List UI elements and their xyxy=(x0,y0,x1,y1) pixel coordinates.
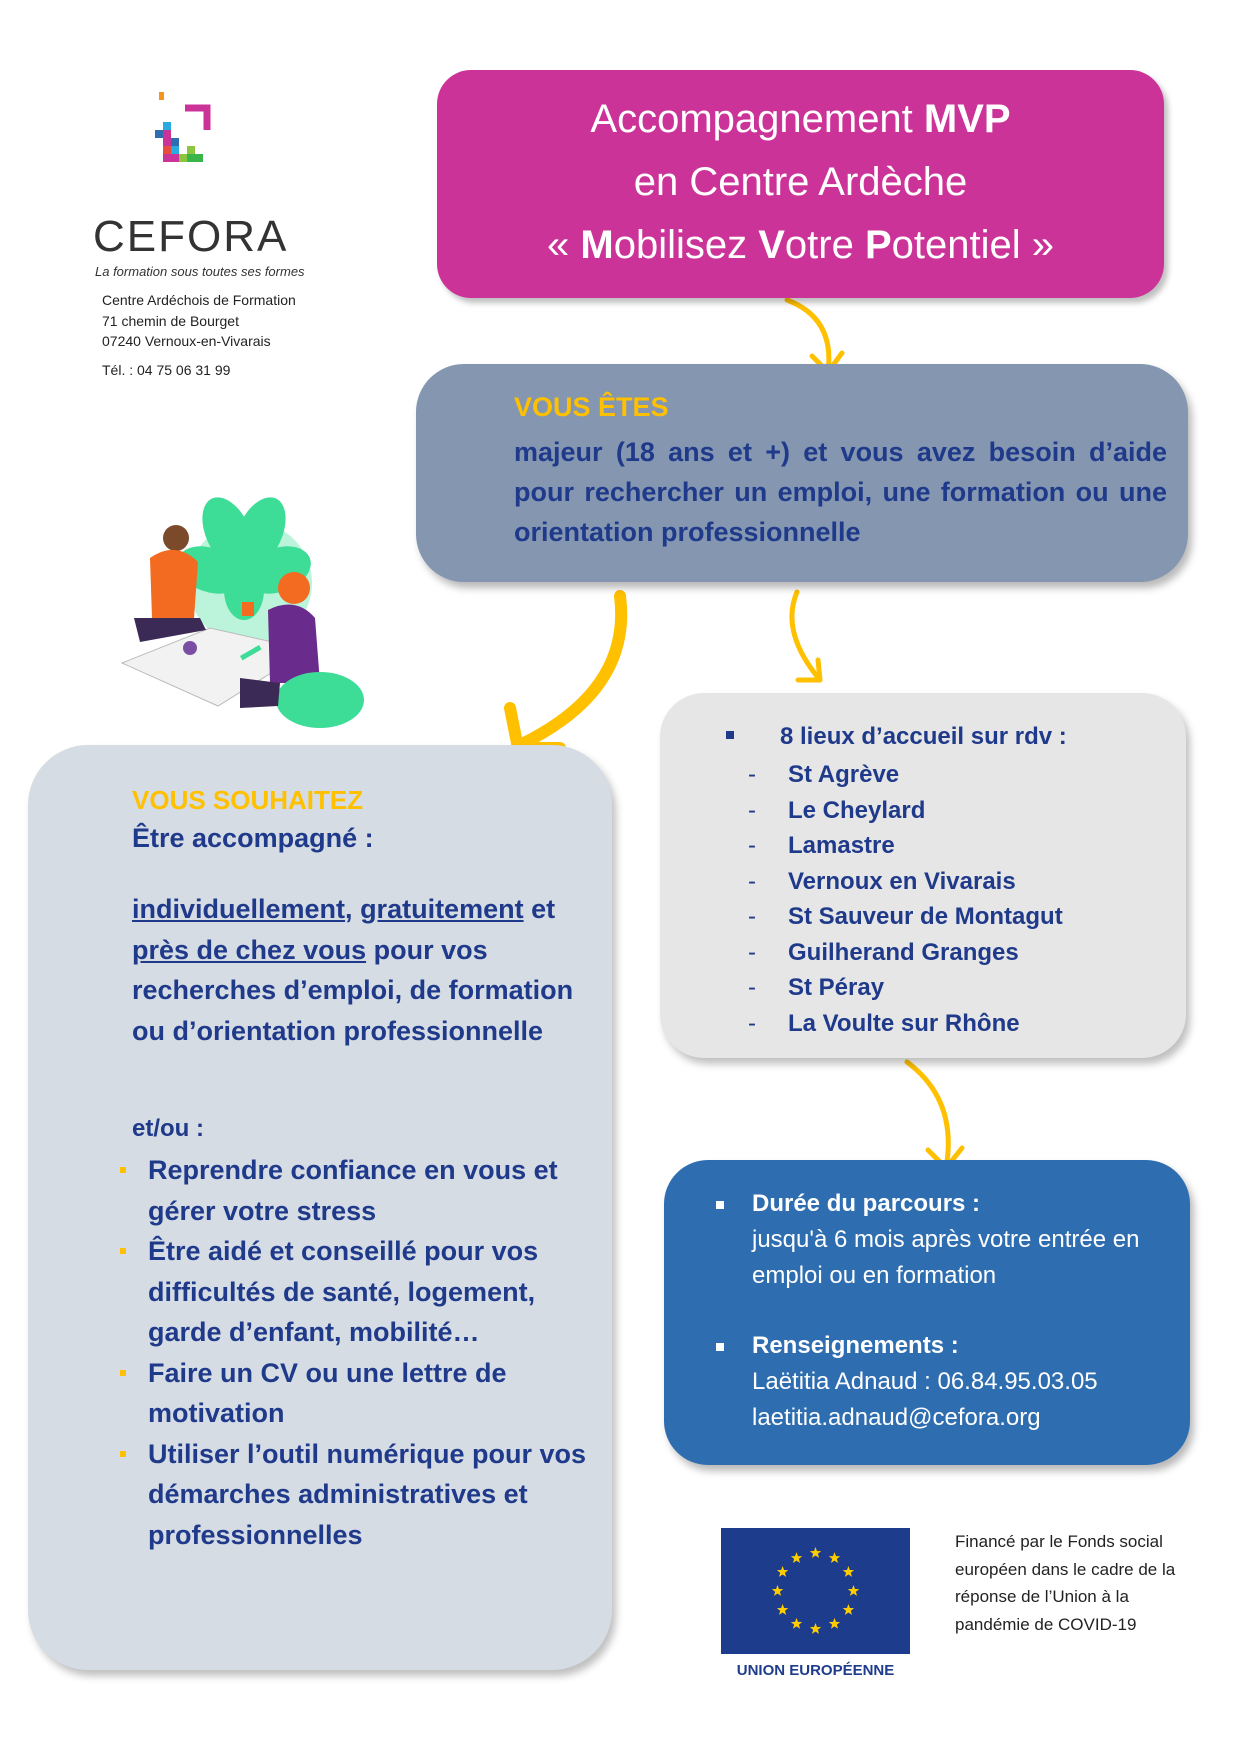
emphasis-pres-de-chez-vous: près de chez vous xyxy=(132,934,367,965)
vous-souhaitez-heading: VOUS SOUHAITEZ xyxy=(132,785,364,815)
vous-etes-box xyxy=(416,364,1188,582)
paragraph-separator: , xyxy=(345,894,361,924)
bullet-icon xyxy=(120,1370,126,1376)
dash-icon: - xyxy=(748,938,756,966)
paragraph-rest: pour vos recherches d’emploi, de formation ou d’orientation professionnelle xyxy=(132,934,574,1046)
dash-icon: - xyxy=(748,796,756,824)
souhaitez-list xyxy=(118,1150,598,1555)
lieux-heading: 8 lieux d’accueil sur rdv : xyxy=(780,723,1067,750)
title-line-3 xyxy=(437,214,1164,277)
arrow-title-to-etes xyxy=(787,300,829,372)
lieu-name: La Voulte sur Rhône xyxy=(788,1009,1020,1037)
title-line-2: en Centre Ardèche xyxy=(633,160,968,204)
lieu-name: Vernoux en Vivarais xyxy=(788,867,1016,895)
dash-icon: - xyxy=(748,903,756,930)
arrow-etes-to-souhaitez xyxy=(522,596,621,744)
duree-label: Durée du parcours : xyxy=(752,1190,981,1217)
vous-etes-heading: VOUS ÊTES xyxy=(514,392,669,422)
lieux-list xyxy=(748,757,1063,1041)
lieu-item xyxy=(748,757,1063,793)
bullet-icon xyxy=(120,1248,126,1254)
lieu-name: Le Cheylard xyxy=(788,796,926,824)
list-item xyxy=(118,1231,598,1353)
title-quote-open: « xyxy=(547,223,581,267)
paragraph-and: et xyxy=(523,894,556,924)
list-item-text: Utiliser l’outil numérique pour vos démarches administratives et professionnelles xyxy=(148,1438,587,1550)
list-item xyxy=(118,1434,598,1556)
lieu-item xyxy=(748,793,1063,829)
bullet-icon xyxy=(120,1167,126,1173)
dash-icon: - xyxy=(748,974,756,1001)
list-item xyxy=(118,1353,598,1434)
bullet-icon xyxy=(120,1451,126,1457)
lieu-name: St Agrève xyxy=(788,761,900,788)
lieu-item xyxy=(748,864,1063,900)
list-item xyxy=(118,1150,598,1231)
emphasis-gratuitement: gratuitement xyxy=(360,894,524,924)
square-bullet-icon xyxy=(716,1201,724,1209)
duree-text: jusqu'à 6 mois après votre entrée en emploi ou en formation xyxy=(752,1226,1140,1289)
lieu-name: St Péray xyxy=(788,974,885,1001)
title-mvp: MVP xyxy=(923,97,1011,141)
logo-tagline: La formation sous toutes ses formes xyxy=(95,264,305,279)
title-letter-m: M xyxy=(580,223,614,267)
logo-wordmark: CEFORA xyxy=(93,212,289,261)
info-box xyxy=(664,1160,1190,1465)
title-letter-p: P xyxy=(864,223,892,267)
lieu-name: Guilherand Granges xyxy=(788,938,1019,966)
lieux-accueil-box xyxy=(660,693,1186,1058)
meeting-illustration xyxy=(110,478,372,740)
lieu-item xyxy=(748,899,1063,935)
lieu-item xyxy=(748,970,1063,1006)
square-bullet-icon xyxy=(716,1343,724,1351)
org-address-line1: 71 chemin de Bourget xyxy=(102,312,239,329)
lieu-item xyxy=(748,935,1063,971)
title-word-3: otentiel » xyxy=(891,223,1054,267)
title-letter-v: V xyxy=(758,223,785,267)
cefora-logo-icon xyxy=(155,90,245,190)
et-ou-label: et/ou : xyxy=(132,1115,204,1142)
org-address-line2: 07240 Vernoux-en-Vivarais xyxy=(102,333,271,349)
lieu-item xyxy=(748,1006,1063,1042)
lieu-name: Lamastre xyxy=(788,832,895,859)
list-item-text: Reprendre confiance en vous et gérer votre stress xyxy=(148,1155,558,1226)
renseignements-label: Renseignements : xyxy=(752,1332,959,1359)
eu-funding-text: Financé par le Fonds social européen dans le cadre de la réponse de l’Union à la pandémie de COVID-19 xyxy=(955,1532,1176,1634)
title-line-1-text: Accompagnement xyxy=(590,97,924,141)
org-name: Centre Ardéchois de Formation xyxy=(102,292,296,308)
list-item-text: Être aidé et conseillé pour vos difficultés de santé, logement, garde d’enfant, mobilité… xyxy=(148,1236,539,1347)
list-item-text: Faire un CV ou une lettre de motivation xyxy=(148,1357,507,1428)
arrow-lieux-to-info xyxy=(907,1062,948,1168)
lieu-name: St Sauveur de Montagut xyxy=(788,903,1063,930)
dash-icon: - xyxy=(748,867,756,895)
vous-souhaitez-paragraph xyxy=(132,889,602,1051)
title-word-1: obilisez xyxy=(613,223,759,267)
arrow-etes-to-lieux xyxy=(792,592,820,680)
emphasis-individuellement: individuellement xyxy=(132,894,346,924)
contact-email[interactable]: laetitia.adnaud@cefora.org xyxy=(752,1404,1041,1431)
eu-label: UNION EUROPÉENNE xyxy=(736,1662,895,1679)
square-bullet-icon xyxy=(726,731,734,739)
title-word-2: otre xyxy=(784,223,865,267)
dash-icon: - xyxy=(748,832,756,859)
contact-line: Laëtitia Adnaud : 06.84.95.03.05 xyxy=(752,1368,1098,1395)
org-address xyxy=(102,290,296,352)
vous-etes-text: majeur (18 ans et +) et vous avez besoin d’aide pour rechercher un emploi, une formation ou une orientation professionnelle xyxy=(514,437,1167,547)
dash-icon: - xyxy=(748,1009,756,1037)
lieu-item xyxy=(748,828,1063,864)
vous-souhaitez-sub: Être accompagné : xyxy=(132,823,374,853)
eu-flag-icon xyxy=(721,1528,910,1654)
dash-icon: - xyxy=(748,761,756,788)
vous-souhaitez-box xyxy=(28,745,612,1670)
org-phone: Tél. : 04 75 06 31 99 xyxy=(102,362,231,378)
title-line-1 xyxy=(437,88,1164,151)
title-banner xyxy=(437,70,1164,298)
